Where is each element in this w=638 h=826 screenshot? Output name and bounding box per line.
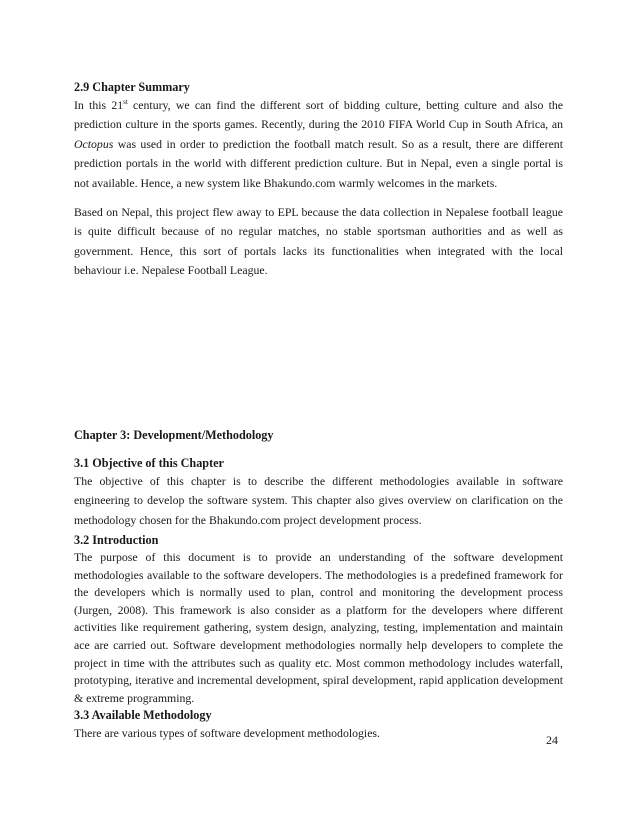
section-3-1: [74, 455, 563, 530]
page-number: 24: [546, 733, 558, 747]
section-heading: 3.3 Available Methodology: [74, 708, 212, 722]
introduction-paragraph: The purpose of this document is to provide an understanding of the software development methodologies available to the software developers. The methodologies is a predefined framework for the developers which is normally used to plan, control and monitoring the development process (Jurgen, 2008). This framework is also consider as a platform for the developers where different activities like requirement gathering, system design, analyzing, testing, implementation and maintain ace are carried out. Software development methodologies normally help developers to complete the project in time with the attributes such as quality etc. Most common methodology includes waterfall, prototyping, iterative and incremental development, spiral development, rapid application development & extreme programming.: [74, 550, 563, 705]
italic-term: Octopus: [74, 136, 114, 151]
summary-paragraph-2: Based on Nepal, this project flew away to EPL because the data collection in Nepalese football league is quite difficult because of no regular matches, no stable sportsman authorities and as well as government. Hence, this sort of portals lacks its functionalities when integrated with the local behaviour i.e. Nepalese Football League.: [74, 205, 563, 278]
section-3-2: [74, 532, 563, 707]
section-heading: 2.9 Chapter Summary: [74, 80, 190, 94]
section-2-9: [74, 79, 563, 193]
section-heading: 3.2 Introduction: [74, 533, 159, 547]
chapter-3-heading-block: [74, 427, 563, 444]
objective-paragraph: The objective of this chapter is to describe the different methodologies available in software engineering to develop the software system. This chapter also gives overview on clarification on the methodology chosen for the Bhakundo.com project development process.: [74, 474, 563, 527]
summary-paragraph-1: In this 21st century, we can find the different sort of bidding culture, betting culture and also the prediction culture in the sports games. Recently, during the 2010 FIFA World Cup in South Africa, an Octopus was used in order to prediction the football match result. So as a result, there are different prediction portals in the world with different prediction culture. But in Nepal, even a single portal is not available. Hence, a new system like Bhakundo.com warmly welcomes in the markets.: [74, 98, 563, 190]
section-heading: 3.1 Objective of this Chapter: [74, 456, 224, 470]
section-3-3: [74, 707, 563, 743]
chapter-heading: Chapter 3: Development/Methodology: [74, 428, 274, 442]
ordinal-suffix: st: [123, 98, 128, 106]
available-methodology-paragraph: There are various types of software development methodologies.: [74, 726, 380, 740]
summary-paragraph-2-block: [74, 203, 563, 281]
